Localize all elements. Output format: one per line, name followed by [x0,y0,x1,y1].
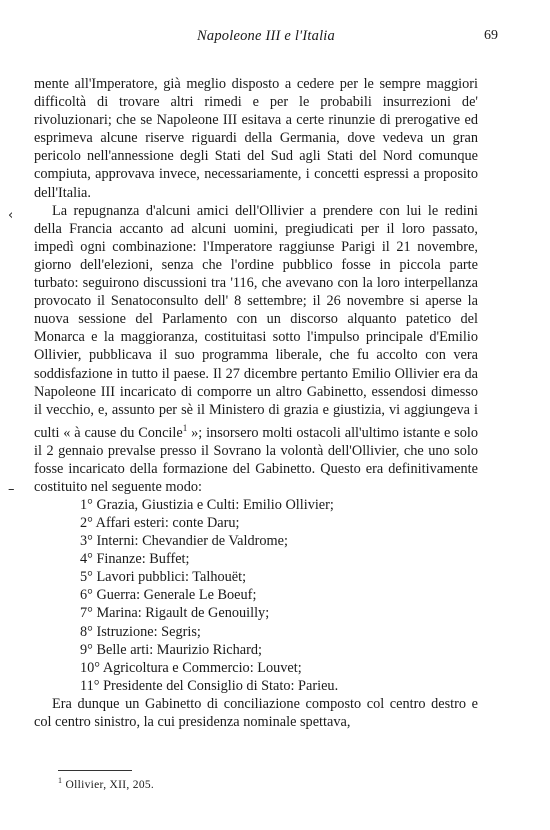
paragraph: mente all'Imperatore, già meglio disposto a cedere per le sempre maggiori difficoltà di trovare altri rimedi e per le probabili insurrezioni de' rivoluzionari; che se Napoleone III esitava a certe rinunzie di prerogative ed esprimeva alcune riserve riguardi della Germania, dove vedeva un gran pericolo nell'annessione degli Stati del Sud agli Stati del Nord comunque compiuta, approvava invece, necessariamente, i concetti espressi a proposito dell'Italia. [34,76,478,201]
ministry-number: 1° [80,496,93,513]
ministry-item [80,623,478,641]
footnote-divider [58,770,132,771]
ministry-text: Interni: Chevandier de Valdrome; [96,533,288,550]
ministry-text: Finanze: Buffet; [96,551,190,568]
ministry-item [80,604,478,622]
ministry-item [80,532,478,550]
ministry-item [80,659,478,677]
margin-mark: ‹ [8,208,14,223]
ministry-item [80,514,478,532]
ministry-text: Guerra: Generale Le Boeuf; [96,587,257,604]
ministry-list [34,496,478,695]
ministry-number: 3° [80,533,93,550]
ministry-text: Lavori pubblici: Talhouët; [96,569,247,586]
ministry-text: Affari esteri: conte Daru; [95,515,240,532]
ministry-text: Belle arti: Maurizio Richard; [96,641,263,658]
ministry-text: Presidente del Consiglio di Stato: Parieu. [103,677,339,694]
ministry-text: Grazia, Giustizia e Culti: Emilio Ollivier; [96,496,334,513]
ministry-number: 2° [80,515,93,532]
ministry-number: 4° [80,551,93,568]
margin-mark: – [8,482,15,497]
ministry-text: Agricoltura e Commercio: Louvet; [102,659,302,676]
ministry-number: 10° [80,659,101,676]
ministry-item [80,550,478,568]
ministry-number: 8° [80,623,93,640]
paragraph [34,202,478,496]
ministry-number: 5° [80,569,93,586]
ministry-text: Istruzione: Segris; [96,623,201,640]
ministry-item [80,496,478,514]
ministry-number: 11° [80,677,100,694]
footnote-marker: 1 [58,776,63,785]
ministry-number: 7° [80,605,93,622]
ministry-item [80,568,478,586]
paragraph-text: »; insorsero molti ostacoli all'ultimo istante e solo il 2 gennaio prevalse presso il Sovrano la volontà dell'Ollivier, che uno solo fosse incaricato della formazione del Gabinetto. Questo era definitivamente costituito nel seguente modo: [34,424,479,495]
ministry-text: Marina: Rigault de Genouilly; [96,605,270,622]
paragraph: Era dunque un Gabinetto di conciliazione composto col centro destro e col centro sinistro, la cui presidenza nominale spettava, [34,695,478,731]
footnote-reference: 1 [182,422,188,433]
ministry-item [80,586,478,604]
footnote-text: Ollivier, XII, 205. [65,778,155,791]
ministry-item [80,641,478,659]
body-text [34,75,478,731]
footnote [58,776,154,791]
paragraph-text: La repugnanza d'alcuni amici dell'Ollivier a prendere con lui le redini della Francia accanto ad alcuni uomini, pregiudicati per il loro passato, impedì ogni combinazione: l'Imperatore raggiunse Parigi il 21 novembre, giorno dell'elezioni, senza che l'ordine pubblico fosse in piccola parte turbato: seguirono discussioni tra '116, che avevano con la loro interpellanza provocato il Senatoconsulto dell' 8 settembre; il 26 novembre si aperse la nuova sessione del Parlamento con un discorso alquanto patetico del Monarca e la maggioranza, costituitasi sotto l'impulso principale d'Emilio Ollivier, pubblicava il suo programma liberale, che fu accolto con vera soddisfazione in tutto il paese. Il 27 dicembre pertanto Emilio Ollivier era da Napoleone III incaricato di comporre un altro Gabinetto, essendosi dimesso il vecchio, e, assunto per sè il Ministero di grazia e giustizia, vi aggiungeva i culti « à cause du Concile [34,202,478,441]
running-title: Napoleone III e l'Italia [197,28,335,44]
ministry-item [80,677,478,695]
ministry-number: 6° [80,587,93,604]
page-number: 69 [484,28,498,43]
page-header [34,28,498,48]
ministry-number: 9° [80,641,93,658]
